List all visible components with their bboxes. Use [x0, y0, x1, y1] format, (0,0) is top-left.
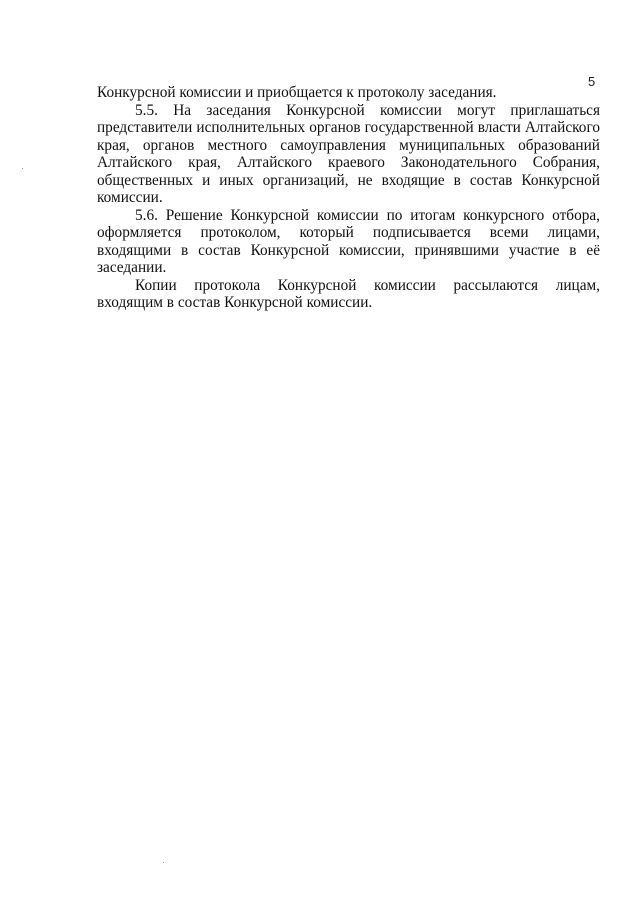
paragraph-number: 5.5. [135, 101, 158, 119]
page-number: 5 [588, 74, 596, 89]
paragraph-continuation [97, 84, 600, 102]
paragraph-copies [97, 277, 600, 312]
scan-artifact [163, 862, 164, 863]
paragraph-text: Решение Конкурсной комиссии по итогам конкурсного отбора, оформляется протоколом, который подписывается всеми лицами, входящими в состав Конкурсной комиссии, принявшими участие в её заседании. [97, 206, 600, 276]
document-body [97, 84, 600, 312]
paragraph-text: На заседания Конкурсной комиссии могут приглашаться представители исполнительных органов государственной власти Алтайского края, органов местного самоуправления муниципальных образований Алтайского края, Алтайского краевого Законодательного Собрания, общественных и иных организаций, не входящие в состав Конкурсной комиссии. [97, 101, 600, 206]
paragraph-text: Копии протокола Конкурсной комиссии рассылаются лицам, входящим в состав Конкурсной комиссии. [97, 276, 600, 311]
paragraph-text: Конкурсной комиссии и приобщается к протоколу заседания. [97, 84, 497, 101]
paragraph-5-6 [97, 207, 600, 277]
paragraph-5-5 [97, 102, 600, 207]
paragraph-number: 5.6. [135, 206, 158, 224]
scan-artifact [22, 168, 23, 169]
